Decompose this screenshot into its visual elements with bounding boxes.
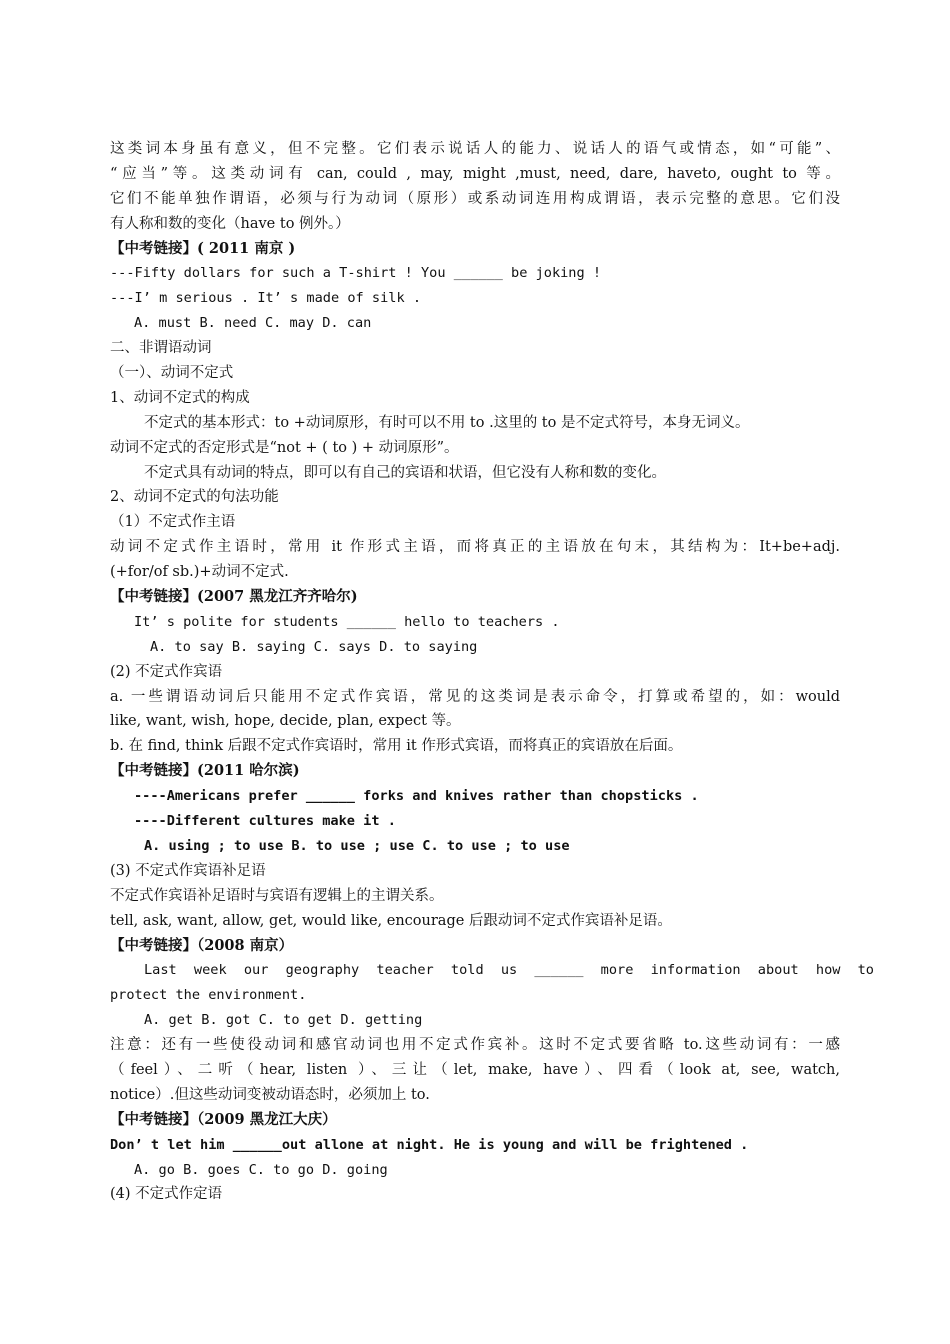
text-line: tell, ask, want, allow, get, would like, encourage 后跟动词不定式作宾语补足语。: [110, 912, 672, 929]
text-line: notice）.但这些动词变被动语态时，必须加上 to.: [110, 1086, 430, 1103]
text-line: 不定式的基本形式：to +动词原形，有时可以不用 to .这里的 to 是不定式符号，本身无词义。: [144, 414, 750, 431]
text-line: 1、动词不定式的构成: [110, 389, 250, 406]
text-line: ----Americans prefer ______ forks and knives rather than chopsticks .: [134, 788, 699, 805]
text-line: b. 在 find, think 后跟不定式作宾语时，常用 it 作形式宾语，而将真正的宾语放在后面。: [110, 738, 683, 755]
text-line: (2) 不定式作宾语: [110, 663, 223, 680]
text-line: 有人称和数的变化（have to 例外。）: [110, 215, 350, 232]
text-line: 二、非谓语动词: [110, 340, 212, 357]
text-line: 【中考链接】（2008 南京）: [110, 936, 294, 954]
document-page: [110, 137, 874, 1207]
text-line: (3) 不定式作宾语补足语: [110, 862, 266, 879]
text-line: Don’ t let him ______out allone at night. He is young and will be frightened .: [110, 1136, 749, 1153]
text-line: 【中考链接】(2007 黑龙江齐齐哈尔): [110, 588, 358, 606]
text-line: A. using ; to use B. to use ; use C. to use ; to use: [144, 837, 570, 854]
text-line: 2、动词不定式的句法功能: [110, 489, 279, 506]
text-line: 它们不能单独作谓语，必须与行为动词（原形）或系动词连用构成谓语，表示完整的意思。它们没: [110, 190, 840, 207]
text-line: 【中考链接】( 2011 南京 ): [110, 239, 296, 257]
text-line: (+for/of sb.)+动词不定式.: [110, 564, 289, 581]
text-line: A. get B. got C. to get D. getting: [144, 1012, 423, 1029]
text-line: ---Fifty dollars for such a T-shirt ! You ______ be joking !: [110, 265, 602, 282]
text-line: 这类词本身虽有意义，但不完整。它们表示说话人的能力、说话人的语气或情态，如“可能”、: [110, 141, 840, 157]
text-line: ----Different cultures make it .: [134, 813, 396, 830]
text-line: A. go B. goes C. to go D. going: [134, 1161, 388, 1178]
text-line: （feel）、二听（hear, listen ）、三让（let, make, have）、四看（look at, see, watch,: [110, 1061, 840, 1078]
text-line: like, want, wish, hope, decide, plan, expect 等。: [110, 713, 461, 730]
text-line: A. must B. need C. may D. can: [134, 315, 372, 332]
text-line: ---I’ m serious . It’ s made of silk .: [110, 290, 421, 307]
text-line: (4) 不定式作定语: [110, 1186, 223, 1203]
text-line: 不定式具有动词的特点，即可以有自己的宾语和状语，但它没有人称和数的变化。: [144, 464, 666, 481]
text-line: A. to say B. saying C. says D. to saying: [150, 638, 478, 655]
text-line: 【中考链接】（2009 黑龙江大庆）: [110, 1110, 337, 1128]
text-line: It’ s polite for students ______ hello to teachers .: [134, 613, 560, 630]
text-line: （一）、动词不定式: [110, 365, 234, 382]
text-line: 动词不定式作主语时，常用 it 作形式主语，而将真正的主语放在句末，其结构为：It+be+adj.: [110, 539, 840, 556]
text-line: “应当”等。这类动词有 can, could , may, might ,must, need, dare, haveto, ought to 等。: [110, 165, 840, 182]
text-line: （1）不定式作主语: [110, 514, 236, 531]
text-line: Last week our geography teacher told us ______ more information about how to: [144, 962, 874, 979]
text-line: 动词不定式的否定形式是“not + ( to ) + 动词原形”。: [110, 439, 459, 456]
text-line: 【中考链接】(2011 哈尔滨): [110, 762, 300, 780]
text-line: protect the environment.: [110, 987, 307, 1004]
text-line: 不定式作宾语补足语时与宾语有逻辑上的主谓关系。: [110, 887, 444, 904]
text-line: a. 一些谓语动词后只能用不定式作宾语，常见的这类词是表示命令，打算或希望的，如：would: [110, 688, 840, 705]
text-line: 注意：还有一些使役动词和感官动词也用不定式作宾补。这时不定式要省略 to.这些动词有：一感: [110, 1037, 840, 1054]
